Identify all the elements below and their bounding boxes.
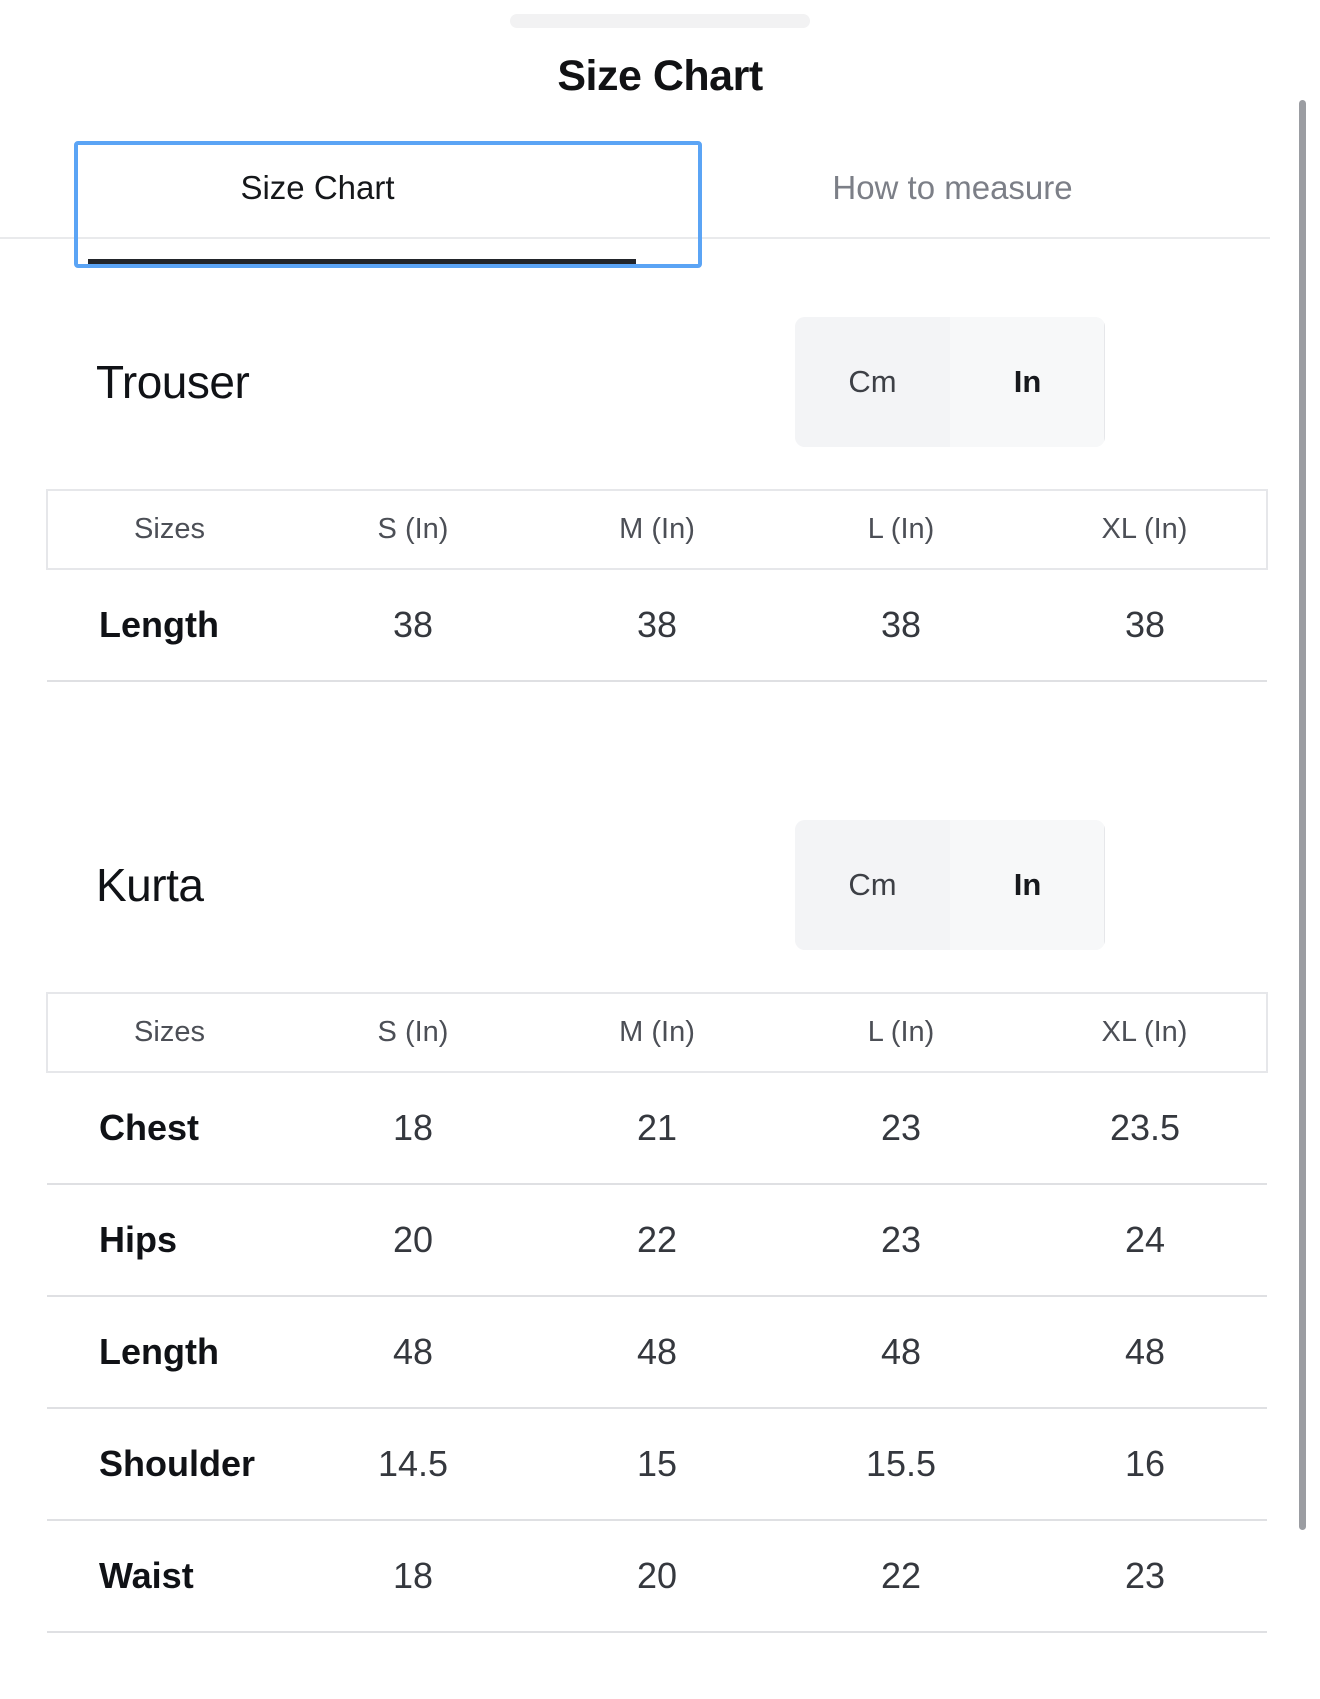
size-table-trouser — [46, 489, 1268, 682]
page-title: Size Chart — [557, 52, 763, 100]
scrollbar-thumb[interactable] — [1299, 100, 1306, 1530]
unit-in-button-kurta[interactable]: In — [950, 820, 1105, 950]
unit-toggle-trouser — [795, 317, 1105, 447]
cell-length-l: 48 — [779, 1296, 1023, 1408]
drag-handle[interactable] — [510, 14, 810, 28]
column-header-sizes: Sizes — [47, 993, 291, 1072]
unit-in-button-trouser[interactable]: In — [950, 317, 1105, 447]
section-divider-space — [0, 682, 1320, 742]
table-row — [47, 569, 1267, 681]
column-header-s: S (In) — [291, 490, 535, 569]
unit-toggle-kurta — [795, 820, 1105, 950]
cell-length-s: 48 — [291, 1296, 535, 1408]
table-header-row — [47, 490, 1267, 569]
section-header-kurta — [0, 820, 1320, 950]
table-row — [47, 1296, 1267, 1408]
cell-length-m: 38 — [535, 569, 779, 681]
cell-waist-s: 18 — [291, 1520, 535, 1632]
column-header-xl: XL (In) — [1023, 993, 1267, 1072]
cell-length-xl: 38 — [1023, 569, 1267, 681]
cell-chest-xl: 23.5 — [1023, 1072, 1267, 1184]
cell-length-m: 48 — [535, 1296, 779, 1408]
row-label-length: Length — [47, 1296, 291, 1408]
cell-shoulder-xl: 16 — [1023, 1408, 1267, 1520]
row-label-waist: Waist — [47, 1520, 291, 1632]
cell-waist-m: 20 — [535, 1520, 779, 1632]
cell-hips-l: 23 — [779, 1184, 1023, 1296]
column-header-l: L (In) — [779, 993, 1023, 1072]
tab-bar — [0, 141, 1270, 239]
cell-length-xl: 48 — [1023, 1296, 1267, 1408]
section-title-trouser: Trouser — [96, 356, 250, 408]
cell-shoulder-s: 14.5 — [291, 1408, 535, 1520]
row-label-chest: Chest — [47, 1072, 291, 1184]
table-row — [47, 1520, 1267, 1632]
column-header-l: L (In) — [779, 490, 1023, 569]
cell-waist-xl: 23 — [1023, 1520, 1267, 1632]
cell-length-l: 38 — [779, 569, 1023, 681]
table-header-row — [47, 993, 1267, 1072]
active-tab-indicator — [88, 259, 636, 265]
unit-cm-button-trouser[interactable]: Cm — [795, 317, 950, 447]
section-trouser — [0, 317, 1320, 682]
cell-shoulder-m: 15 — [535, 1408, 779, 1520]
section-kurta — [0, 820, 1320, 1633]
cell-hips-xl: 24 — [1023, 1184, 1267, 1296]
column-header-s: S (In) — [291, 993, 535, 1072]
section-title-kurta: Kurta — [96, 859, 204, 911]
cell-chest-m: 21 — [535, 1072, 779, 1184]
table-row — [47, 1184, 1267, 1296]
cell-hips-s: 20 — [291, 1184, 535, 1296]
table-row — [47, 1072, 1267, 1184]
column-header-xl: XL (In) — [1023, 490, 1267, 569]
cell-waist-l: 22 — [779, 1520, 1023, 1632]
cell-shoulder-l: 15.5 — [779, 1408, 1023, 1520]
section-header-trouser — [0, 317, 1320, 447]
cell-chest-l: 23 — [779, 1072, 1023, 1184]
row-label-shoulder: Shoulder — [47, 1408, 291, 1520]
cell-hips-m: 22 — [535, 1184, 779, 1296]
row-label-length: Length — [47, 569, 291, 681]
column-header-sizes: Sizes — [47, 490, 291, 569]
table-row — [47, 1408, 1267, 1520]
size-table-kurta — [46, 992, 1268, 1633]
column-header-m: M (In) — [535, 993, 779, 1072]
column-header-m: M (In) — [535, 490, 779, 569]
cell-length-s: 38 — [291, 569, 535, 681]
cell-chest-s: 18 — [291, 1072, 535, 1184]
tab-how-to-measure[interactable]: How to measure — [635, 141, 1270, 237]
scrollbar[interactable] — [1302, 0, 1314, 1699]
row-label-hips: Hips — [47, 1184, 291, 1296]
tab-size-chart[interactable]: Size Chart — [0, 141, 635, 237]
unit-cm-button-kurta[interactable]: Cm — [795, 820, 950, 950]
